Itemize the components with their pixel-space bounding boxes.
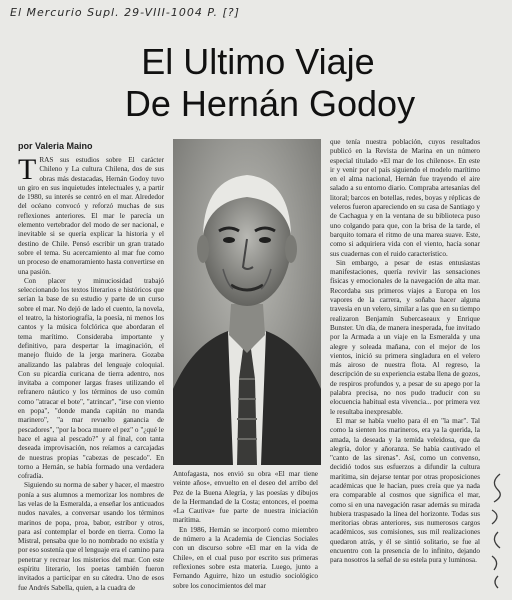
paragraph: Antofagasta, nos envió su obra «El mar tiene veinte años», envuelto en el deseo del arribo del Pez de la Buena Alegría, y las poesías y dibujos de la Hermandad de la Costa; entonces, el poema «La Cautiva» fue parte de nuestra iniciación marítima. [173, 470, 318, 525]
portrait-illustration [173, 139, 321, 465]
paragraph: Sin embargo, a pesar de estas entusiastas manifestaciones, quería revivir las sensaciones físicas y emocionales de la navegación de alta mar. Recordaba sus primeros viajes a Europa en los vapores de la carrera, y soñaba hacer alguna travesía en un velero, similar a las que en su tiempo realizaron Benjamín Subercaseaux y Enrique Bunster. Un día, de manera inesperada, fue invitado por la Armada a un viaje en la Esmeralda y una alegre y soleada mañana, con el mejor de los vientos, inició su primera singladura en el velero más airoso de nuestra flota. Al regreso, la descripción de su experiencia estaba llena de gozos, de respiros profundos y, a pesar de su apego por la palabra precisa, no nos pudo traducir con su elocuencia habitual esta vivencia... por primera vez le resultaba inexpresable. [330, 258, 480, 416]
paragraph: RAS sus estudios sobre El carácter Chileno y La cultura Chilena, dos de sus obras más destacadas, Hernán Godoy tuvo un giro en sus inquietudes intelectuales y, a partir de 1980, su interés se centró en el mar. Alrededor del océano convocó y reforzó muchas de sus reflexiones anteriores. El mar le parecía un elemento vertebrador del modo de ser nacional, e inevitable si se quería explicar la historia y el destino de Chile. Pensó escribir un gran tratado sobre el tema. Su acercamiento al mar fue como un proceso de enamoramiento hasta convertirse en una pasión. [18, 156, 164, 276]
paragraph: Con placer y minuciosidad trabajó seleccionando los textos literarios e históricos que serían la base de su estudio y parte de un curso sobre el mar. No dejó de lado el cuento, la novela, el teatro, la historiografía, la poesía, ni menos los cantos y la música folclórica que abordaran el tema marítimo. Consideraba importante y definitivo, para despertar la imaginación, el manejo fluido de la jerga marinera. Gozaba analizando las palabras del lenguaje coloquial. Con su picardía curicana de tierra adentro, nos invitaba a componer largas frases utilizando el refranero náutico y los términos de uso común como "atracar el bote", "atrincar", "irse con viento en popa", "donde manda capitán no manda marinero", "a mar revuelto ganancia de pescadores", "por la boca muere el pez" o "¿qué le hace el agua al pescado?" y al final, con tanta deseada improvisación, nos reíamos a carcajadas de nuestras propias "cabezas de pescado". En torno a Hernán, se había formado una verdadera cofradía. [18, 276, 164, 481]
headline-line-1: El Ultimo Viaje [141, 41, 375, 82]
byline: por Valeria Maino [18, 141, 93, 151]
paragraph: El mar se había vuelto para él en "la mar". Tal como la sienten los marineros, era ya la querida, la amada, la deseada y la temida veleidosa, que da alegría, dolor y añoranza. Se había cautivado el "canto de las sirenas". Así, como un convenso, decidió todos sus esfuerzos a difundir la cultura marítima, sin dejarse tentar por otras proposiciones académicas que le hacían, pues creía que ya nada era comparable al cosmos que significa el mar, como si en una navegación rasar además su mirada hubiera traspasado la línea del horizonte. Todas sus meritorias obras anteriores, sus numerosos cargos académicos, sus comisiones, sus mil realizaciones quedaron atrás, y él se sintió solitario, se fue al encuentro con la presencia de lo infinito, dejando para nosotros la señal de su estela pura y luminosa. [330, 416, 480, 565]
handwritten-margin-scribble [486, 470, 506, 590]
article-column-2 [173, 470, 318, 592]
paragraph: Siguiendo su norma de saber y hacer, el maestro ponía a sus alumnos a memorizar los nombres de las velas de la Esmeralda, a enseñar los anticuados nudos navales, a conversar usando los términos marinos de popa, proa, babor, estribor y otros, para así contemplar el borde en tierra. Como la Mistral, pensaba que lo no nombrado no existía y por eso sostenía que el lenguaje era el camino para penetrar y recrear los misterios del mar. Con este espíritu literario, los poetas también fueron invitados a participar en su cátedra. Uno de esos fue Andrés Sabella, quien, a la cuadra de [18, 481, 164, 592]
drop-cap: T [18, 156, 37, 186]
portrait-photo [173, 139, 321, 465]
handwritten-source-note: El Mercurio Supl. 29-VIII-1004 P. [?] [10, 6, 240, 19]
article-column-1 [18, 156, 164, 592]
paragraph: que tenía nuestra población, cuyos resultados publicó en la Revista de Marina en un número especial titulado «El mar de los chilenos». En este ir y venir por el país siguiendo el modelo marítimo en el alma nacional, Hernán fue trayendo el aire salado a su entorno diario. Compraba artesanías del litoral; barcos en botellas, redes, boyas y réplicas de veleros fueron apareciendo en su casa de Santiago y de Cachagua y en la ventana de su biblioteca puso uno colgando para que, con la brisa de la tarde, el barquito tomara el ritmo de una marea suave. Este, como si adquiriera vida con el viento, hacía sonar sus cuadernas con el ruido característico. [330, 138, 480, 258]
headline-line-2: De Hernán Godoy [124, 83, 416, 124]
article-column-3 [330, 138, 480, 592]
paragraph: En 1986, Hernán se incorporó como miembro de número a la Academia de Ciencias Sociales con un discurso sobre «El mar en la vida de Chile», en el cual puso por escrito sus primeras reflexiones sobre esta materia. Luego, junto a Fernando Aguirre, hizo un estudio sociológico sobre los conocimientos del mar [173, 525, 318, 590]
